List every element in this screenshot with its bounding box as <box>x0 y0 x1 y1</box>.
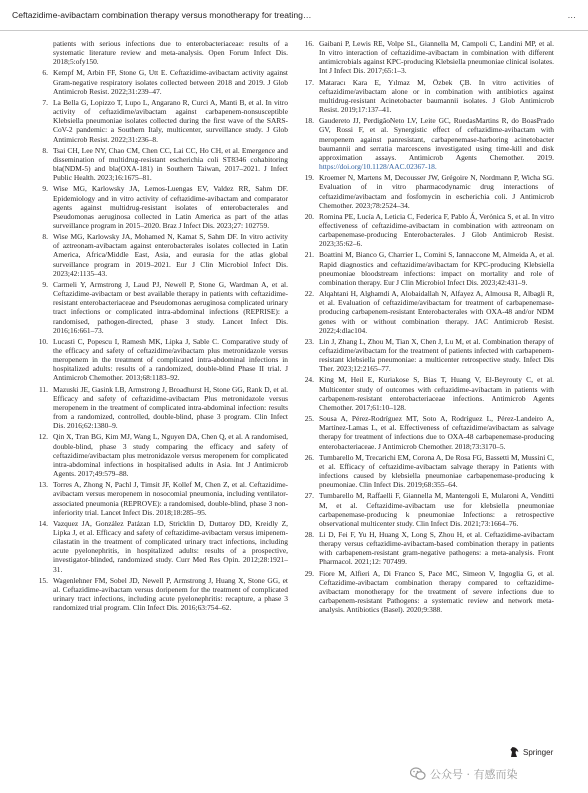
reference-item <box>34 68 288 95</box>
reference-item <box>34 98 288 144</box>
reference-number: 12. <box>38 432 48 442</box>
reference-number: 16. <box>304 39 314 48</box>
reference-text: Tumbarello M, Raffaelli F, Giannella M, Mantengoli E, Mularoni A, Venditti M, et al. Ceftazidime-avibactam use for klebsiella pneumoniae carbapenemase-producing k pneumoniae Infections: a retrospective observational multicenter study. Clin Infect Dis. 2021;73:1664–76. <box>319 491 554 528</box>
reference-number: 27. <box>304 491 314 501</box>
reference-item <box>300 289 554 335</box>
reference-text: Mataracı Kara E, Yılmaz M, Özbek ÇB. In vitro activities of ceftazidime/avibactam alone or in combination with antibiotics against multidrug-resistant Acinetobacter baumannii isolates. J Glob Antimicrob Resist. 2019;17:137–41. <box>319 77 554 115</box>
reference-text: Kroemer N, Martens M, Decousser JW, Grégoire N, Nordmann P, Wicha SG. Evaluation of in vitro pharmacodynamic drug interactions of ceftazidime/avibactam and fosfomycin in escherichia coli. J Antimicrob Chemother. 2023;78:2524–34. <box>319 173 554 210</box>
reference-text: Fiore M, Alfieri A, Di Franco S, Pace MC, Simeon V, Ingoglia G, et al. Ceftazidime-avibactam combination therapy compared to ceftazidime-avibactam monotherapy for the treatment of severe infections due to carbapenem-resistant Pathogens: a systematic review and network meta-analysis. Antibiotics (Basel). 2020;9:388. <box>319 568 554 615</box>
reference-number: 21. <box>304 250 314 260</box>
reference-number: 29. <box>304 568 314 578</box>
watermark-text: 公众号 · 有感而染 <box>430 768 518 781</box>
reference-text-with-doi <box>319 116 554 171</box>
reference-text: Lin J, Zhang L, Zhou M, Tian X, Chen J, Lu M, et al. Combination therapy of ceftazidime/avibactam for the treatment of patients infected with carbapenem-resistant klebsiella pneumoniae: a multicenter retrospective study. Infect Dis Ther. 2023;12:2165–77. <box>319 336 554 374</box>
reference-number: 18. <box>304 116 314 126</box>
reference-item <box>300 453 554 490</box>
reference-item <box>300 173 554 210</box>
reference-text: Li D, Fei F, Yu H, Huang X, Long S, Zhou H, et al. Ceftazidime-avibactam therapy versus ceftazidime-avibactam-based combination therapy in patients with carbapenem-resistant gram-negative pathogens: a meta-analysis. Front Pharmacol. 2021;12: 707499. <box>319 529 554 567</box>
reference-text: Alqahtani H, Alghamdi A, Alobaidallah N, Alfayez A, Almousa R, Albagli R, et al. Evaluation of ceftazidime/avibactam for treatment of carbapenemase-producing carbapenem-resistant Enterobacterales with OXA-48 and/or NDM genes with or without combination therapy. JAC Antimicrob Resist. 2022;4:dlac104. <box>319 289 554 335</box>
reference-number: 9. <box>42 279 48 289</box>
reference-item <box>300 337 554 374</box>
reference-item <box>300 569 554 615</box>
reference-text: Wagenlehner FM, Sobel JD, Newell P, Armstrong J, Huang X, Stone GG, et al. Ceftazidime-avibactam versus doripenem for the treatment of complicated urinary tract infections, including acute pyelonephritis: recapture, a phase 3 randomized trial program. Clin Infect Dis. 2016;63:754–62. <box>53 575 288 613</box>
reference-text: Gaudereto JJ, PerdigãoNeto LV, Leite GC, RuedasMartins R, do BoasPrado GV, Rossi F, et al. Synergistic effect of ceftazidime-avibactam with meropenem against panresistant, carbapenemase-harboring acinetobacter baumannii and serratia marcescens investigated using time-kill and disk approximation assays. Antimicrob Agents Chemother. 2019. <box>319 116 554 162</box>
springer-horse-icon <box>509 746 520 758</box>
reference-number: 28. <box>304 529 314 539</box>
reference-item <box>34 280 288 335</box>
left-column <box>34 39 288 739</box>
reference-number: 15. <box>38 575 48 585</box>
watermark <box>410 766 518 782</box>
reference-text: Tsai CH, Lee NY, Chao CM, Chen CC, Lai CC, Ho CH, et al. Emergence and dissemination of multidrug-resistant escherichia coli ST8346 cohabitoring bla(NDM-5) and bla(OXA-181) in Southern Taiwan, 2017–2021. J Infect Public Health. 2023;16:1675–81. <box>53 145 288 183</box>
reference-item <box>300 116 554 171</box>
reference-item <box>300 530 554 567</box>
reference-number: 6. <box>42 68 48 78</box>
reference-text: Romina PE, Lucía A, Leticia C, Federica F, Pablo Á, Verónica S, et al. In vitro effectiveness of ceftazidime-avibactam in combination with aztreonam on carbapenemase-producing Enterobacterales. J Glob Antimicrob Resist. 2023;35:62–6. <box>319 211 554 249</box>
reference-text: King M, Heil E, Kuriakose S, Bias T, Huang V, El-Beyrouty C, et al. Multicenter study of outcomes with ceftazidime-avibactam in patients with carbapenem-resistant enterobacteriaceae infections. Antimicrob Agents Chemother. 2017;61:10–128. <box>319 375 554 412</box>
reference-text: Wise MG, Karlowsky JA, Lemos-Luengas EV, Valdez RR, Sahm DF. Epidemiology and in vitro activity of ceftazidime-avibactam and comparator agents against multidrug-resistant isolates of enterobacterales and Pseudomonas aeruginosa collected in Latin America as part of the atlas surveillance program in 2015–2020. Braz J Infect Dis. 2023;27: 102759. <box>53 184 288 230</box>
reference-item <box>34 576 288 613</box>
reference-number: 13. <box>38 480 48 490</box>
reference-item <box>300 78 554 115</box>
running-head-ellipsis: … <box>567 10 576 20</box>
reference-item <box>300 39 554 76</box>
reference-text: Lucasti C, Popescu I, Ramesh MK, Lipka J, Sable C. Comparative study of the efficacy and safety of ceftazidime/avibactam plus metronidazole versus meropenem in the treatment of complicated intra-abdominal infections in hospitalized adults: results of a randomized, double-blind Phase II trial. J Antimicrob Chemother. 2013;68:1183–92. <box>53 336 288 383</box>
reference-number: 11. <box>38 384 48 394</box>
reference-item <box>300 375 554 412</box>
springer-logo <box>509 746 553 758</box>
reference-number: 8. <box>42 232 48 242</box>
reference-item <box>34 232 288 278</box>
reference-item <box>300 414 554 451</box>
reference-item <box>34 184 288 230</box>
reference-text: La Bella G, Lopizzo T, Lupo L, Angarano R, Curci A, Manti B, et al. In vitro activity of ceftazidime/avibactam against carbapenem-nonsusceptible Klebsiella pneumoniae isolates collected during the first wave of the SARS-CoV-2 pandemic: a Southern Italy, multicenter, surveillance study. J Glob Antimicrob Resist. 2022;31:236–8. <box>53 97 288 144</box>
doi-link[interactable]: https://doi.org/10.1128/AAC.02367-18. <box>319 162 437 172</box>
reference-item <box>34 39 288 66</box>
reference-number: 8. <box>42 145 48 155</box>
reference-item <box>300 212 554 249</box>
reference-item <box>34 480 288 517</box>
publisher-name: Springer <box>523 747 554 757</box>
reference-number: 14. <box>38 518 48 528</box>
reference-text: Gaibani P, Lewis RE, Volpe SL, Giannella M, Campoli C, Landini MP, et al. In vitro interaction of ceftazidime-avibactam in combination with different antimicrobials against KPC-producing Klebsiella pneumoniae clinical isolates. Int J Infect Dis. 2017;65:1–3. <box>319 39 554 76</box>
reference-item <box>300 491 554 528</box>
reference-item <box>34 432 288 478</box>
reference-number: 24. <box>304 375 314 385</box>
reference-number: 19. <box>304 173 314 183</box>
reference-number: 25. <box>304 414 314 424</box>
reference-text: Boattini M, Bianco G, Charrier L, Comini S, Iannaccone M, Almeida A, et al. Rapid diagnostics and ceftazidime/avibactam for KPC-producing Klebsiella pneumoniae bloodstream infections: impact on mortality and role of combination therapy. Eur J Clin Microbiol Infect Dis. 2023;42:431–9. <box>319 250 554 287</box>
reference-text: Torres A, Zhong N, Pachl J, Timsit JF, Kollef M, Chen Z, et al. Ceftazidime-avibactam versus meropenem in nosocomial pneumonia, including ventilator-associated pneumonia (REPROVE): a randomised, double-blind, phase 3 non-inferiority trial. Lancet Infect Dis. 2018;18:285–95. <box>53 480 288 517</box>
reference-item <box>34 146 288 183</box>
reference-text: Wise MG, Karlowsky JA, Mohamed N, Kamat S, Sahm DF. In vitro activity of aztreonam-avibactam against enterobacterales isolates collected in Latin America, Africa/Middle East, Asia, and eurasia for the atlas global surveillance program in 2019–2021. Eur J Clin Microbiol Infect Dis. 2023;42:1135–43. <box>53 232 288 278</box>
wechat-icon <box>410 767 426 781</box>
reference-number: 22. <box>304 289 314 299</box>
reference-number: 7. <box>42 97 48 107</box>
reference-item <box>34 385 288 431</box>
running-head <box>0 0 588 31</box>
reference-number: 20. <box>304 211 314 221</box>
reference-item <box>34 519 288 574</box>
reference-text: Sousa A, Pérez-Rodríguez MT, Soto A, Rodríguez L, Pérez-Landeiro A, Martínez-Lamas L, et al. Effectiveness of ceftazidime/avibactam as salvage therapy for treatment of infections due to OXA-48 carbapenemase-producing enterobacteriaceae. J Antimicrob Chemother. 2018;73:3170–5. <box>319 414 554 451</box>
reference-text: patients with serious infections due to enterobacteriaceae: results of a systematic literature review and meta-analysis. Open Forum Infect Dis. 2018;5:ofy150. <box>53 39 288 67</box>
reference-number: 26. <box>304 452 314 462</box>
reference-number: 10. <box>38 336 48 346</box>
reference-number: 23. <box>304 336 314 346</box>
reference-text: Qin X, Tran BG, Kim MJ, Wang L, Nguyen DA, Chen Q, et al. A randomised, double-blind, phase 3 study comparing the efficacy and safety of ceftazidime/avibactam plus metronidazole versus meropenem for complicated intra-abdominal infections in hospitalised adults in Asia. Int J Antimicrob Agents. 2017;49:579–88. <box>53 432 288 479</box>
reference-text: Vazquez JA, González Patázan LD, Stricklin D, Duttaroy DD, Kreidly Z, Lipka J, et al. Efficacy and safety of ceftazidime-avibactam versus imipenem-cilastatin in the treatment of complicated urinary tract infections, including acute pyelonephritis, in hospitalized adults: results of a prospective, investigator-blinded, randomized study. Curr Med Res Opin. 2012;28:1921–31. <box>53 518 288 574</box>
reference-text: Mazuski JE, Gasink LB, Armstrong J, Broadhurst H, Stone GG, Rank D, et al. Efficacy and safety of ceftazidime-avibactam Plus metronidazole versus meropenem in the treatment of complicated intra-abdominal infection: results from a randomized, controlled, double-blind, phase 3 program. Clin Infect Dis. 2016;62:1380–9. <box>53 384 288 431</box>
reference-columns <box>34 39 554 739</box>
right-column <box>300 39 554 739</box>
reference-item <box>300 250 554 287</box>
reference-text: Carmeli Y, Armstrong J, Laud PJ, Newell P, Stone G, Wardman A, et al. Ceftazidime-avibactam or best available therapy in patients with ceftazidime-resistant enterobacteriaceae and Pseudomonas aeruginosa complicated urinary tract infections or complicated intra-abdominal infections (REPRISE): a randomised, pathogen-directed, phase 3 study. Lancet Infect Dis. 2016;16:661–73. <box>53 279 288 335</box>
reference-number: 17. <box>304 77 314 87</box>
reference-text: Tumbarello M, Trecarichi EM, Corona A, De Rosa FG, Bassetti M, Mussini C, et al. Efficacy of ceftazidime-avibactam salvage therapy in Patients with infections caused by klebsiella pneumoniae carbapenemase-producing k pneumoniae. Clin Infect Dis. 2019;68:355–64. <box>319 452 554 490</box>
reference-item <box>34 337 288 383</box>
reference-number: 9. <box>42 184 48 194</box>
running-head-title: Ceftazidime-avibactam combination therapy versus monotherapy for treating… <box>12 10 312 20</box>
reference-text: Kempf M, Arbin FF, Stone G, Utt E. Ceftazidime-avibactam activity against Gram-negative respiratory isolates collected between 2018 and 2019. J Glob Antimicrob Resist. 2022;31:239–47. <box>53 68 288 96</box>
